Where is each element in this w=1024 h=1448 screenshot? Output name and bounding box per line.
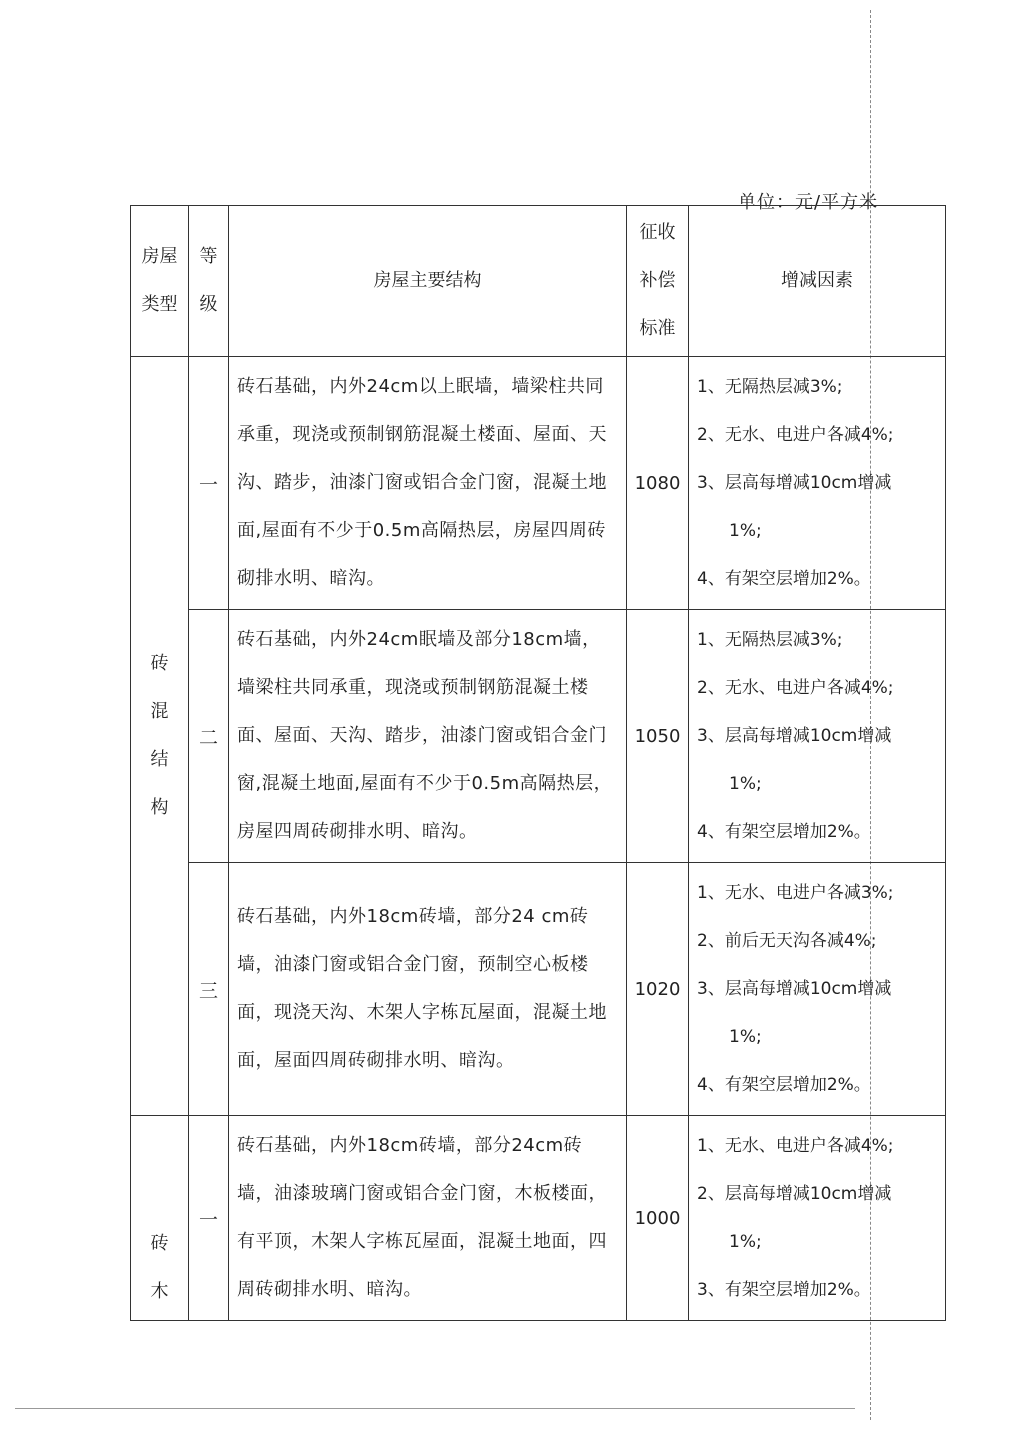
factors-cell: 1、无水、电进户各减3%; 2、前后无天沟各减4%; 3、层高每增减10cm增减 1%; 4、有架空层增加2%。 [689, 863, 946, 1116]
bottom-rule [15, 1408, 855, 1409]
structure-cell: 砖石基础，内外24cm眠墙及部分18cm墙，墙梁柱共同承重，现浇或预制钢筋混凝土楼面、屋面、天沟、踏步，油漆门窗或铝合金门窗,混凝土地面,屋面有不少于0.5m高隔热层，房屋四周砖砌排水明、暗沟。 [229, 610, 627, 863]
table-row [131, 610, 946, 863]
grade-cell: 一 [189, 357, 229, 610]
header-factors: 增减因素 [689, 206, 946, 357]
header-structure: 房屋主要结构 [229, 206, 627, 357]
header-type: 房屋 类型 [131, 206, 189, 357]
header-grade: 等 级 [189, 206, 229, 357]
grade-cell: 三 [189, 863, 229, 1116]
header-price: 征收 补偿 标准 [627, 206, 689, 357]
type-cell-brick-wood: 砖 木 [131, 1116, 189, 1321]
type-cell-brick-concrete: 砖 混 结 构 [131, 357, 189, 1116]
price-cell: 1000 [627, 1116, 689, 1321]
table-row [131, 357, 946, 610]
table-row [131, 863, 946, 1116]
price-cell: 1050 [627, 610, 689, 863]
structure-cell: 砖石基础，内外18cm砖墙，部分24cm砖墙，油漆玻璃门窗或铝合金门窗，木板楼面，有平顶，木架人字栋瓦屋面，混凝土地面，四周砖砌排水明、暗沟。 [229, 1116, 627, 1321]
grade-cell: 一 [189, 1116, 229, 1321]
factors-cell: 1、无隔热层减3%; 2、无水、电进户各减4%; 3、层高每增减10cm增减 1%; 4、有架空层增加2%。 [689, 610, 946, 863]
grade-cell: 二 [189, 610, 229, 863]
table-header-row [131, 206, 946, 357]
factors-cell: 1、无隔热层减3%; 2、无水、电进户各减4%; 3、层高每增减10cm增减 1%; 4、有架空层增加2%。 [689, 357, 946, 610]
structure-cell: 砖石基础，内外18cm砖墙，部分24 cm砖墙，油漆门窗或铝合金门窗，预制空心板楼面，现浇天沟、木架人字栋瓦屋面，混凝土地面，屋面四周砖砌排水明、暗沟。 [229, 863, 627, 1116]
structure-cell: 砖石基础，内外24cm以上眠墙，墙梁柱共同承重，现浇或预制钢筋混凝土楼面、屋面、天沟、踏步，油漆门窗或铝合金门窗，混凝土地面,屋面有不少于0.5m高隔热层，房屋四周砖砌排水明、暗沟。 [229, 357, 627, 610]
price-cell: 1020 [627, 863, 689, 1116]
price-cell: 1080 [627, 357, 689, 610]
unit-label: 单位：元/平方米 [738, 192, 879, 213]
factors-cell: 1、无水、电进户各减4%; 2、层高每增减10cm增减 1%; 3、有架空层增加2%。 [689, 1116, 946, 1321]
table-row [131, 1116, 946, 1321]
compensation-table [130, 205, 946, 1321]
